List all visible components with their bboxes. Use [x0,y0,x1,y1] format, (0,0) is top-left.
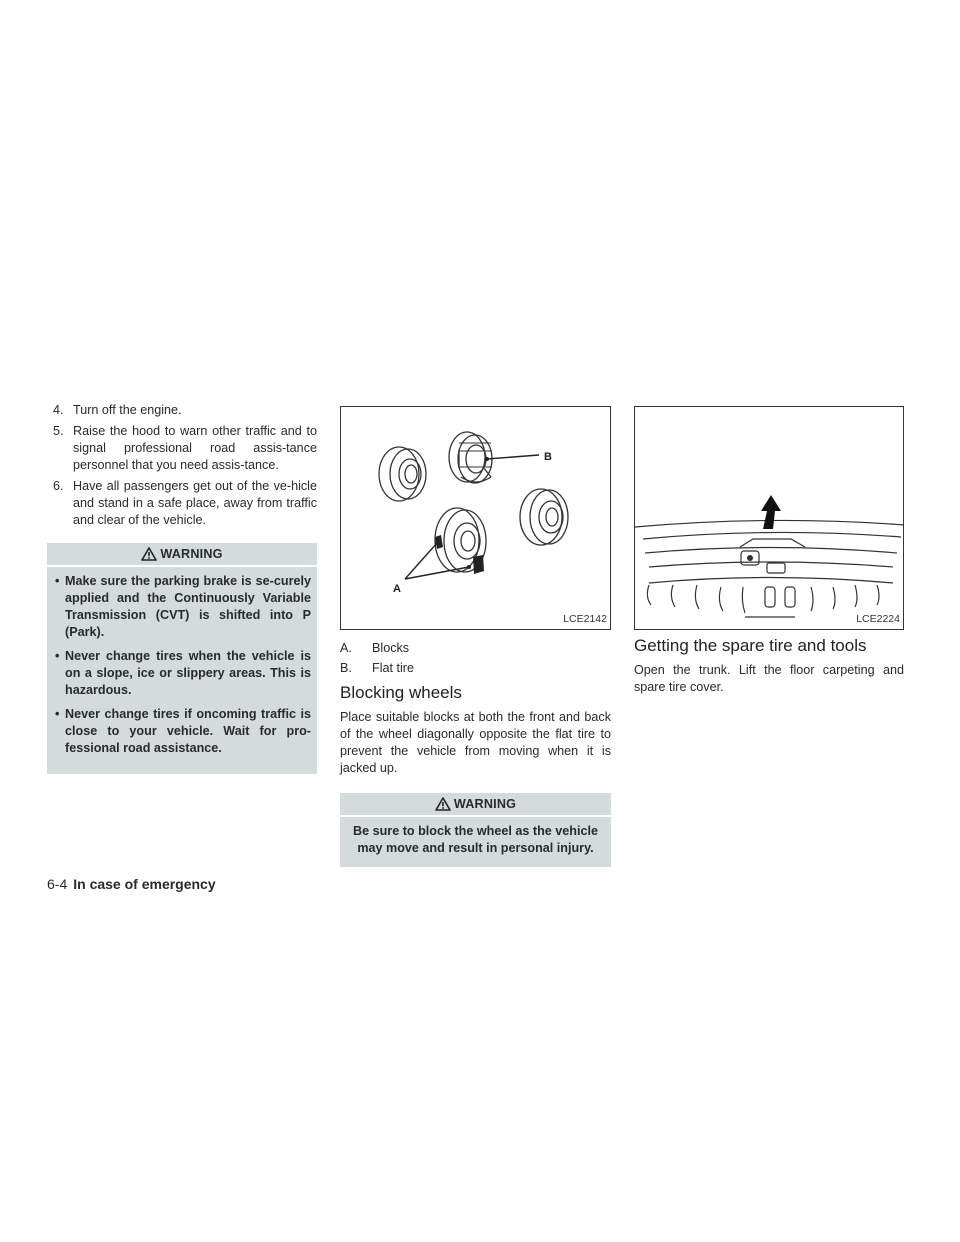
figure-label-a: A [393,583,401,595]
warning-item: • Never change tires when the vehicle is on a slope, ice or slippery areas. This is hazardous. [55,649,311,697]
step-item: 6. Have all passengers get out of the ve-hicle and stand in a safe place, away from traffic and clear of the vehicle. [53,479,317,527]
step-item: 4. Turn off the engine. [53,403,182,417]
warning-title: WARNING [160,546,223,561]
section-paragraph: Place suitable blocks at both the front and back of the wheel diagonally opposite the flat tire to prevent the vehicle from moving when it is jacked up. [340,710,611,775]
warning-list [47,573,317,757]
figure-legend [340,640,611,677]
page-number: 6-4 [47,876,68,892]
blocks-figure [340,406,611,630]
warning-box [47,543,317,774]
step-item: 5. Raise the hood to warn other traffic and to signal professional road assis-tance personnel that you need assis-tance. [53,424,317,472]
legend-item: B. Flat tire [340,661,414,675]
page-footer [47,876,216,892]
figure-label-b: B [544,451,552,463]
warning-item: • Never change tires if oncoming traffic is close to your vehicle. Wait for pro-fessional road assistance. [55,707,311,755]
middle-column [340,406,611,867]
legend-item: A. Blocks [340,641,410,655]
trunk-figure [634,406,904,630]
trunk-floor-illustration [635,407,904,629]
warning-icon [141,547,157,561]
warning-header [340,793,611,817]
warning-icon [435,797,451,811]
figure-code: LCE2142 [563,613,607,625]
figure-code: LCE2224 [856,613,900,625]
section-paragraph: Open the trunk. Lift the floor carpeting and spare tire cover. [634,663,904,694]
left-column [47,402,317,774]
procedure-steps [47,402,317,529]
warning-item: • Make sure the parking brake is se-curely applied and the Continuously Variable Transmission (CVT) is shifted into P (Park). [55,574,311,639]
section-heading: Getting the spare tire and tools [634,636,867,655]
warning-text: Be sure to block the wheel as the vehicle may move and result in personal injury. [353,824,598,855]
right-column [634,406,904,706]
warning-title: WARNING [453,796,517,811]
warning-header [47,543,317,567]
section-title: In case of emergency [73,876,216,892]
tire-blocks-illustration [341,407,611,629]
section-heading: Blocking wheels [340,683,462,702]
warning-box [340,793,611,867]
